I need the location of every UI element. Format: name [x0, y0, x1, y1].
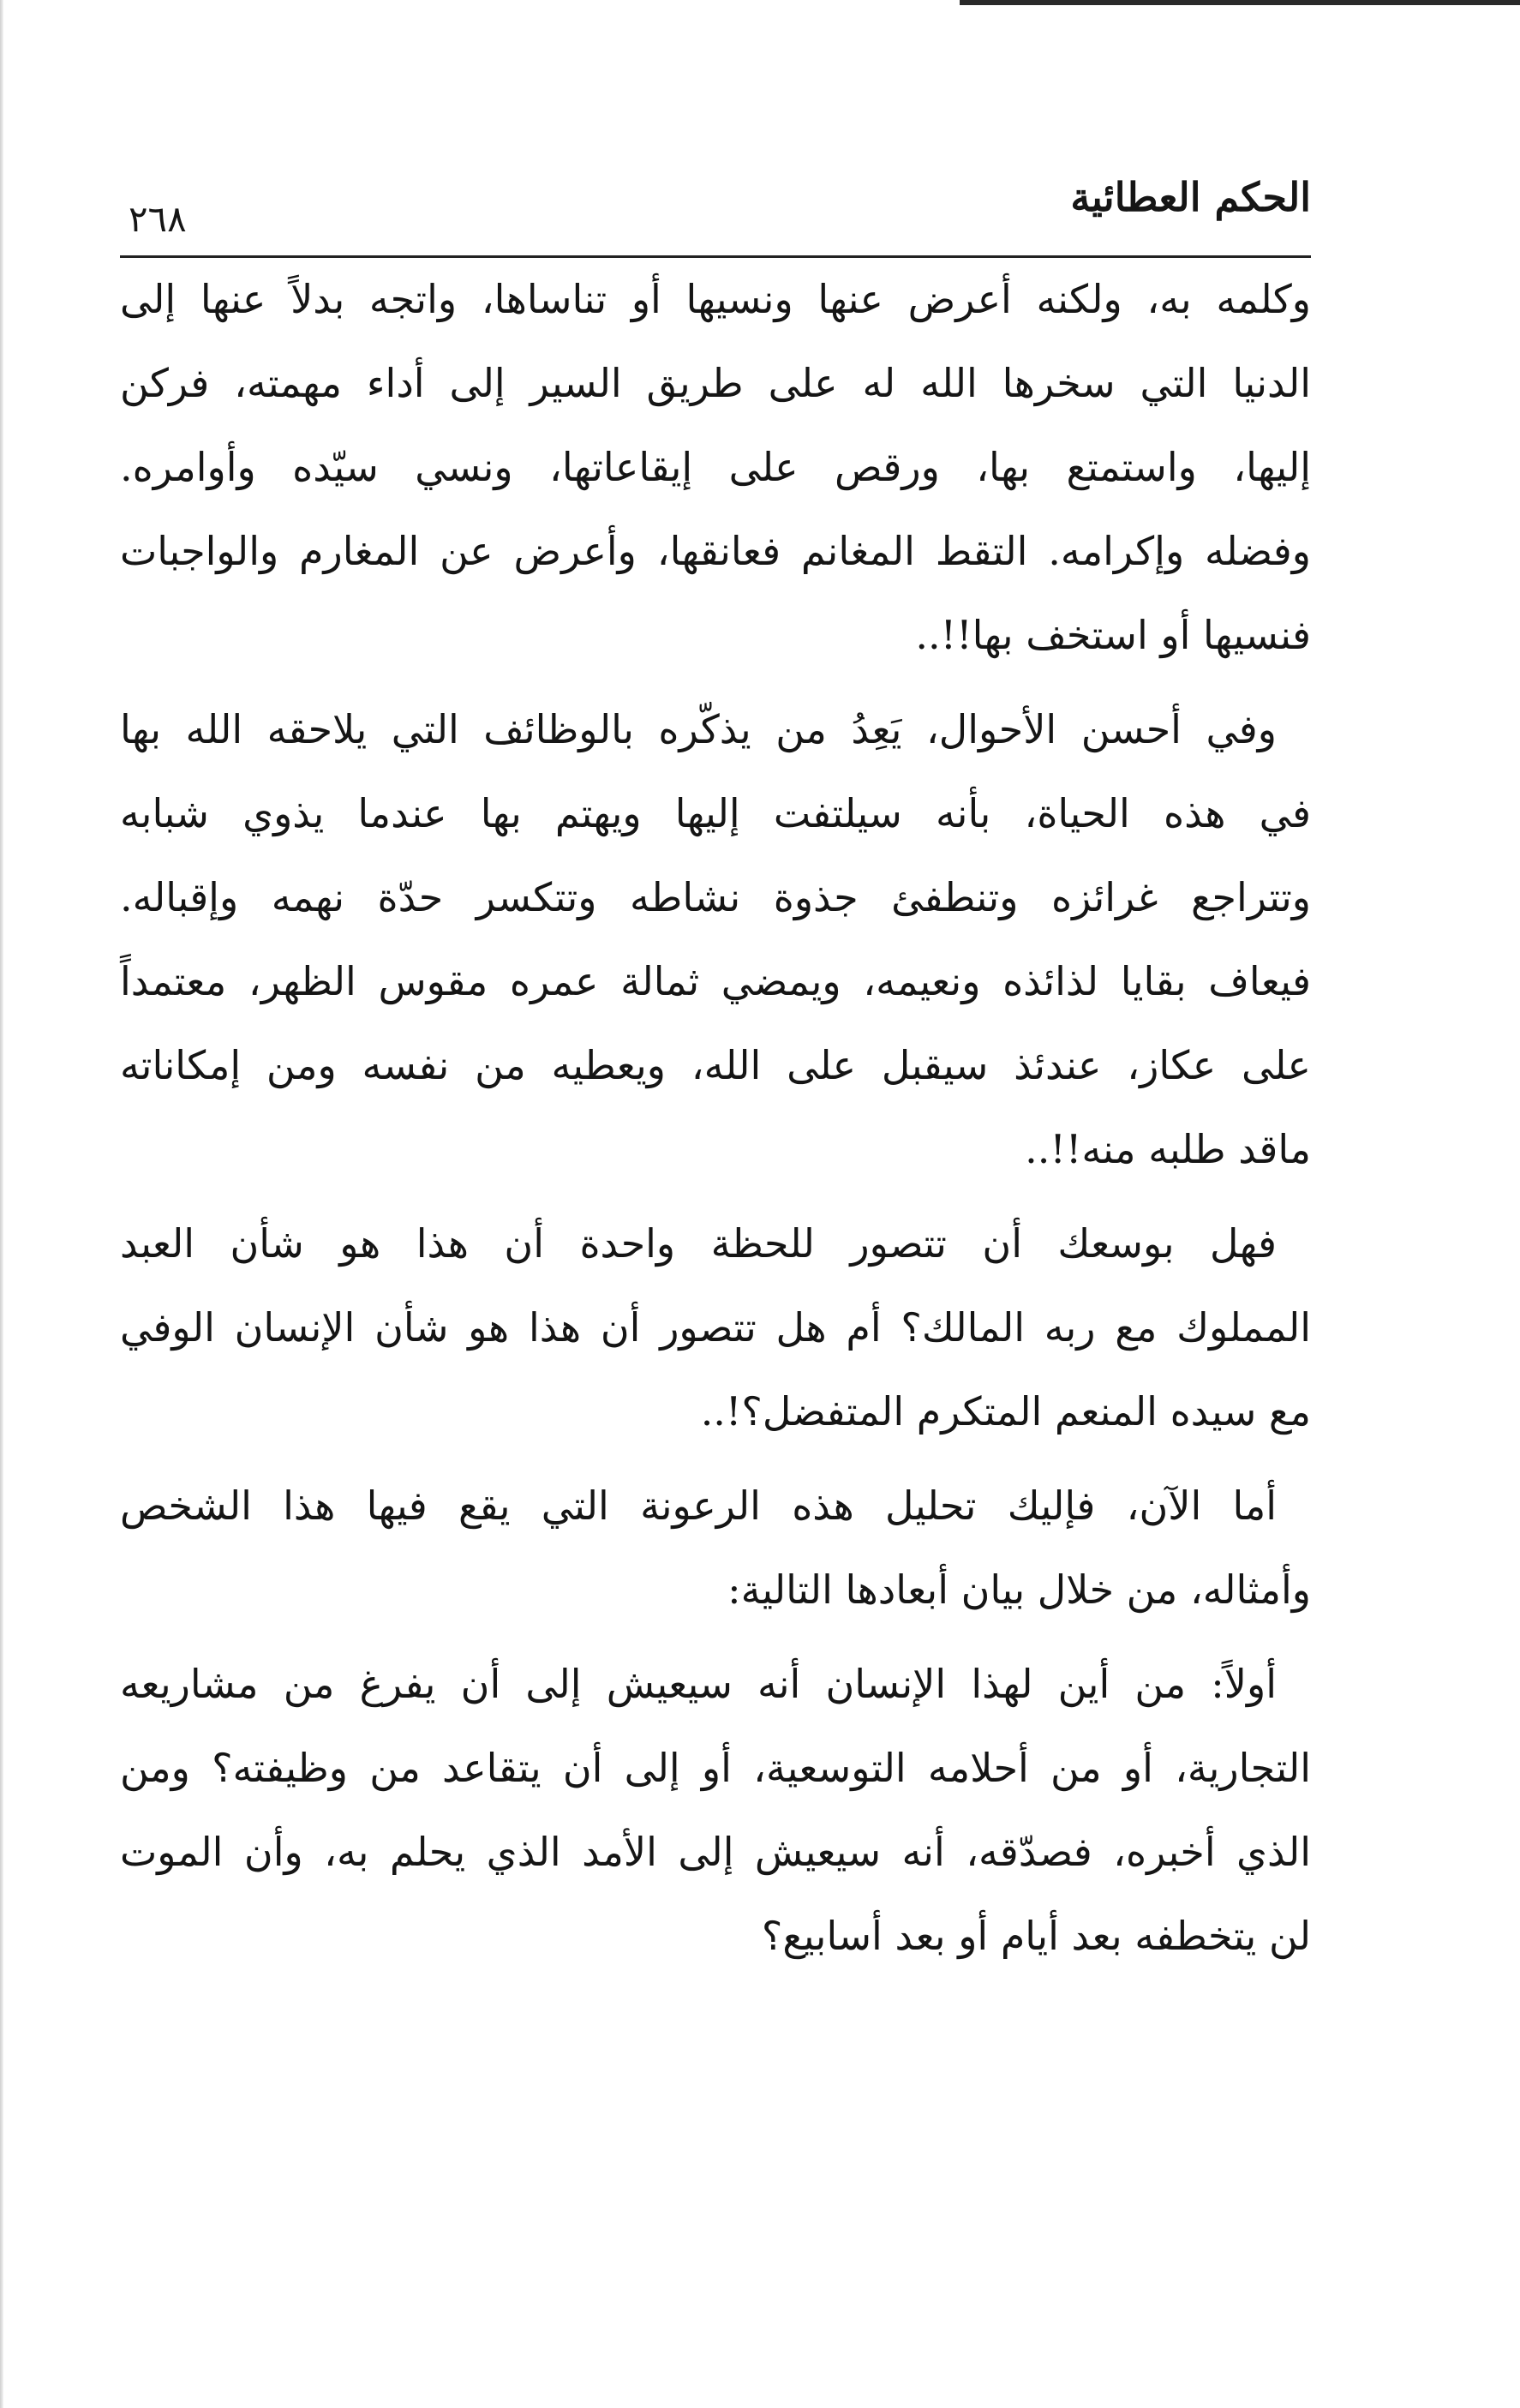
paragraph — [120, 1464, 1311, 1632]
text-line: أولاً: من أين لهذا الإنسان أنه سيعيش إلى أن يفرغ من مشاريعه — [120, 1661, 1277, 1707]
body-text — [120, 257, 1311, 1988]
text-line: وأمثاله، من خلال بيان أبعادها التالية: — [727, 1566, 1311, 1613]
book-title: الحكم العطائية — [1070, 174, 1311, 220]
text-line: وتتراجع غرائزه وتنطفئ جذوة نشاطه وتتكسر حدّة نهمه وإقباله. — [120, 874, 1311, 920]
paragraph — [120, 1642, 1311, 1978]
text-line: وكلمه به، ولكنه أعرض عنها ونسيها أو تناساها، واتجه بدلاً عنها إلى — [120, 276, 1311, 322]
text-line: المملوك مع ربه المالك؟ أم هل تتصور أن هذا هو شأن الإنسان الوفي — [120, 1304, 1311, 1351]
text-line: لن يتخطفه بعد أيام أو بعد أسابيع؟ — [761, 1913, 1311, 1959]
text-line: وفي أحسن الأحوال، يَعِدُ من يذكّره بالوظائف التي يلاحقه الله بها — [120, 706, 1277, 752]
text-line: فيعاف بقايا لذائذه ونعيمه، ويمضي ثمالة عمره مقوس الظهر، معتمداً — [120, 958, 1311, 1004]
page-number: ٢٦٨ — [129, 198, 187, 240]
paragraph — [120, 257, 1311, 677]
text-line: أما الآن، فإليك تحليل هذه الرعونة التي يقع فيها هذا الشخص — [120, 1483, 1277, 1529]
text-line: الدنيا التي سخرها الله له على طريق السير إلى أداء مهمته، فركن — [120, 360, 1311, 406]
text-line: التجارية، أو من أحلامه التوسعية، أو إلى أن يتقاعد من وظيفته؟ ومن — [120, 1745, 1311, 1791]
text-line: إليها، واستمتع بها، ورقص على إيقاعاتها، ونسي سيّده وأوامره. — [120, 444, 1311, 490]
book-page — [120, 146, 1311, 2288]
text-line: فنسيها أو استخف بها!!.. — [915, 612, 1311, 658]
text-line: في هذه الحياة، بأنه سيلتفت إليها ويهتم بها عندما يذوي شبابه — [120, 790, 1311, 836]
paragraph — [120, 1201, 1311, 1453]
text-line: مع سيده المنعم المتكرم المتفضل؟!.. — [700, 1388, 1311, 1435]
paragraph — [120, 687, 1311, 1191]
text-line: ماقد طلبه منه!!.. — [1025, 1126, 1311, 1172]
text-line: وفضله وإكرامه. التقط المغانم فعانقها، وأعرض عن المغارم والواجبات — [120, 528, 1311, 574]
text-line: فهل بوسعك أن تتصور للحظة واحدة أن هذا هو شأن العبد — [120, 1220, 1277, 1267]
text-line: الذي أخبره، فصدّقه، أنه سيعيش إلى الأمد الذي يحلم به، وأن الموت — [120, 1829, 1311, 1875]
scan-border-mark — [960, 0, 1520, 5]
scan-shadow-edge — [0, 0, 3, 2408]
running-header — [120, 163, 1311, 240]
text-line: على عكاز، عندئذ سيقبل على الله، ويعطيه من نفسه ومن إمكاناته — [120, 1042, 1311, 1088]
